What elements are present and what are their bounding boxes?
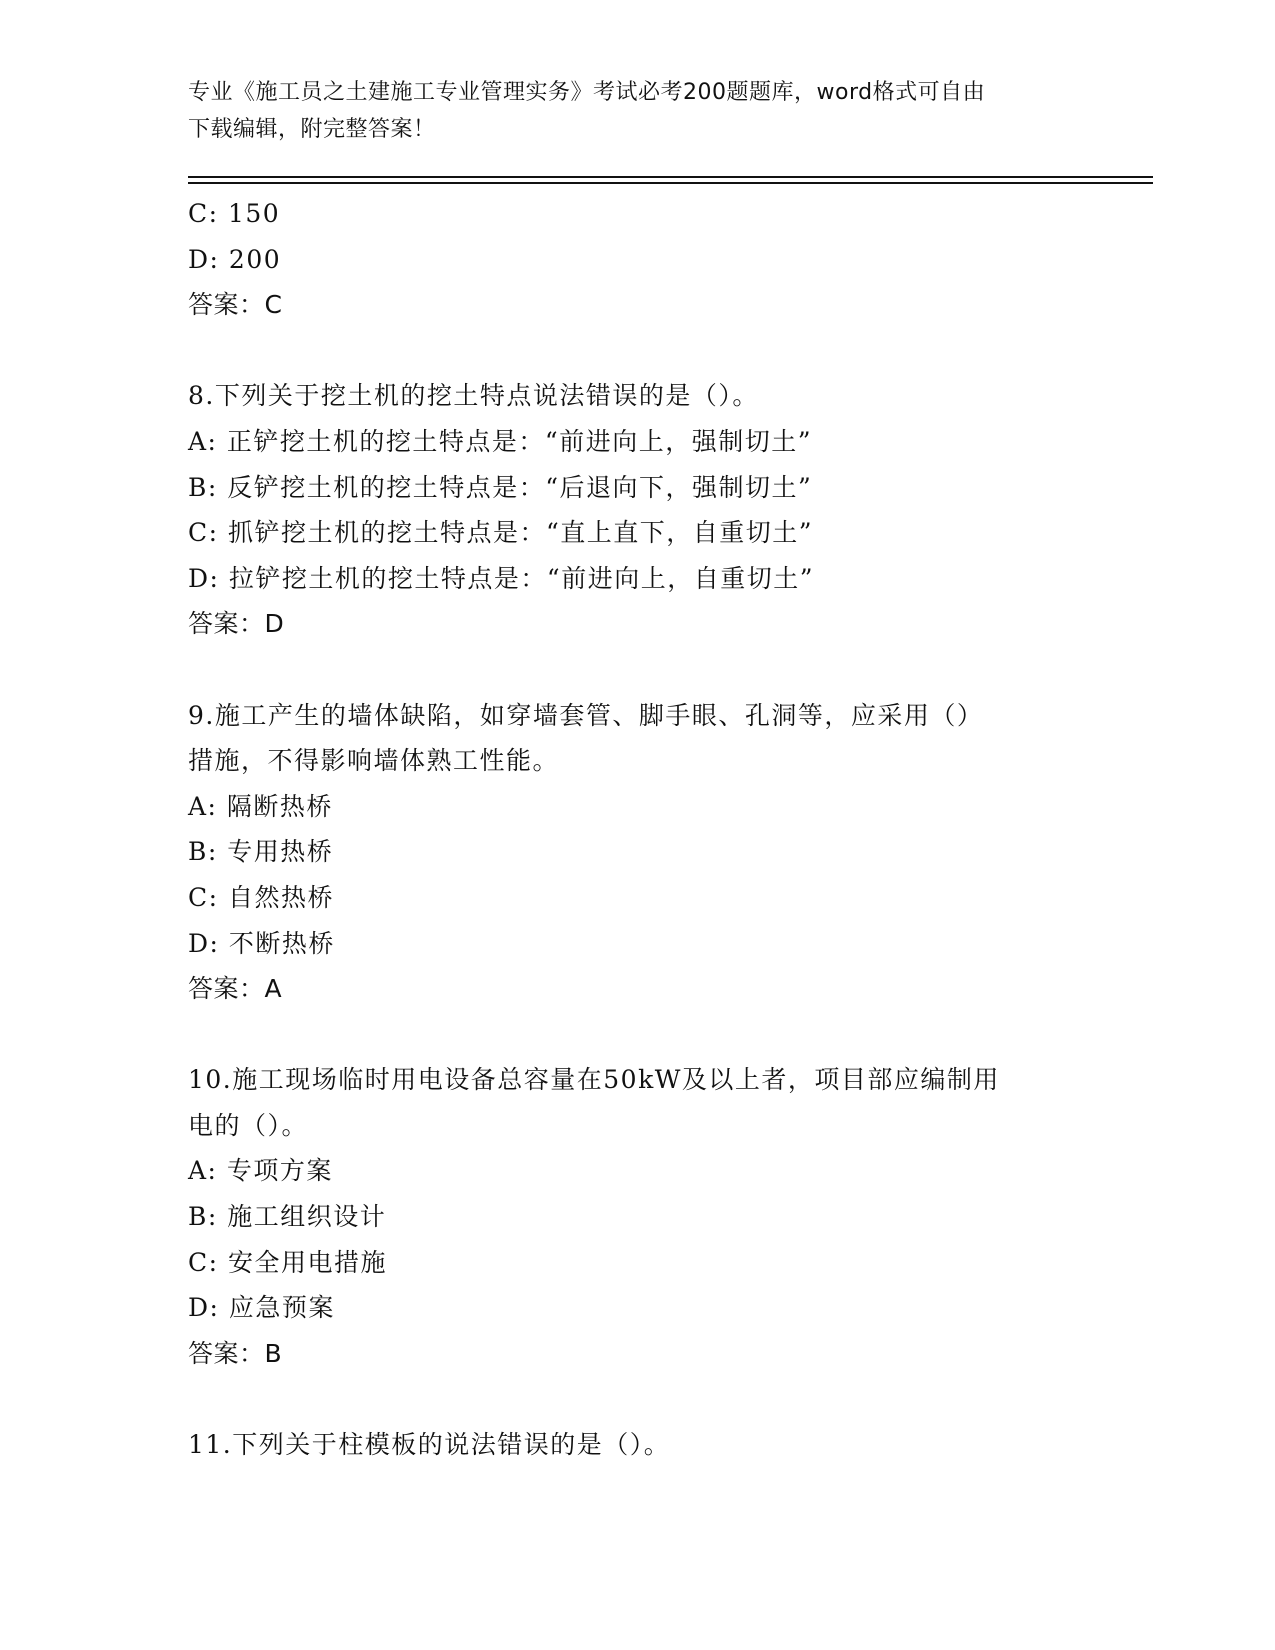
document-header [188, 74, 1088, 148]
answer: 答案：B [188, 1338, 283, 1368]
option-c: C: 150 [188, 199, 281, 228]
answer: 答案：C [188, 290, 283, 320]
question-7-partial [188, 191, 1088, 328]
option-c: C: 抓铲挖土机的挖土特点是：“直上直下，自重切土” [188, 518, 814, 548]
question-stem-line-2: 措施，不得影响墙体熟工性能。 [188, 746, 560, 776]
question-11 [188, 1422, 1088, 1468]
option-b: B: 反铲挖土机的挖土特点是：“后退向下，强制切土” [188, 472, 813, 502]
option-a: A: 正铲挖土机的挖土特点是：“前进向上，强制切土” [188, 426, 812, 456]
spacer [188, 1012, 1088, 1058]
header-title-line-1: 专业《施工员之土建施工专业管理实务》考试必考200题题库，word格式可自由 [188, 80, 986, 105]
question-list [188, 191, 1088, 1468]
header-title-line-2: 下载编辑，附完整答案！ [188, 117, 436, 142]
header-divider-top [188, 176, 1153, 178]
answer: 答案：D [188, 609, 285, 639]
option-d: D: 应急预案 [188, 1293, 335, 1323]
option-d: D: 拉铲挖土机的挖土特点是：“前进向上，自重切土” [188, 563, 814, 593]
spacer [188, 1376, 1088, 1422]
question-stem-line-2: 电的（）。 [188, 1110, 309, 1140]
option-b: B: 专用热桥 [188, 837, 334, 867]
question-stem: 11.下列关于柱模板的说法错误的是（）。 [188, 1430, 671, 1460]
question-8 [188, 373, 1088, 647]
answer: 答案：A [188, 974, 283, 1004]
question-9 [188, 693, 1088, 1012]
question-stem: 8.下列关于挖土机的挖土特点说法错误的是（）。 [188, 381, 759, 411]
question-stem-line-1: 9.施工产生的墙体缺陷，如穿墙套管、脚手眼、孔洞等，应采用（） [188, 700, 984, 730]
question-stem-line-1: 10.施工现场临时用电设备总容量在50kW及以上者，项目部应编制用 [188, 1065, 1000, 1095]
option-b: B: 施工组织设计 [188, 1202, 387, 1232]
spacer [188, 328, 1088, 374]
question-10 [188, 1057, 1088, 1376]
option-c: C: 自然热桥 [188, 882, 334, 912]
option-a: A: 隔断热桥 [188, 791, 333, 821]
option-a: A: 专项方案 [188, 1156, 333, 1186]
option-d: D: 200 [188, 244, 282, 274]
option-d: D: 不断热桥 [188, 928, 335, 958]
option-c: C: 安全用电措施 [188, 1247, 387, 1277]
header-divider-bottom [188, 182, 1153, 184]
spacer [188, 647, 1088, 693]
